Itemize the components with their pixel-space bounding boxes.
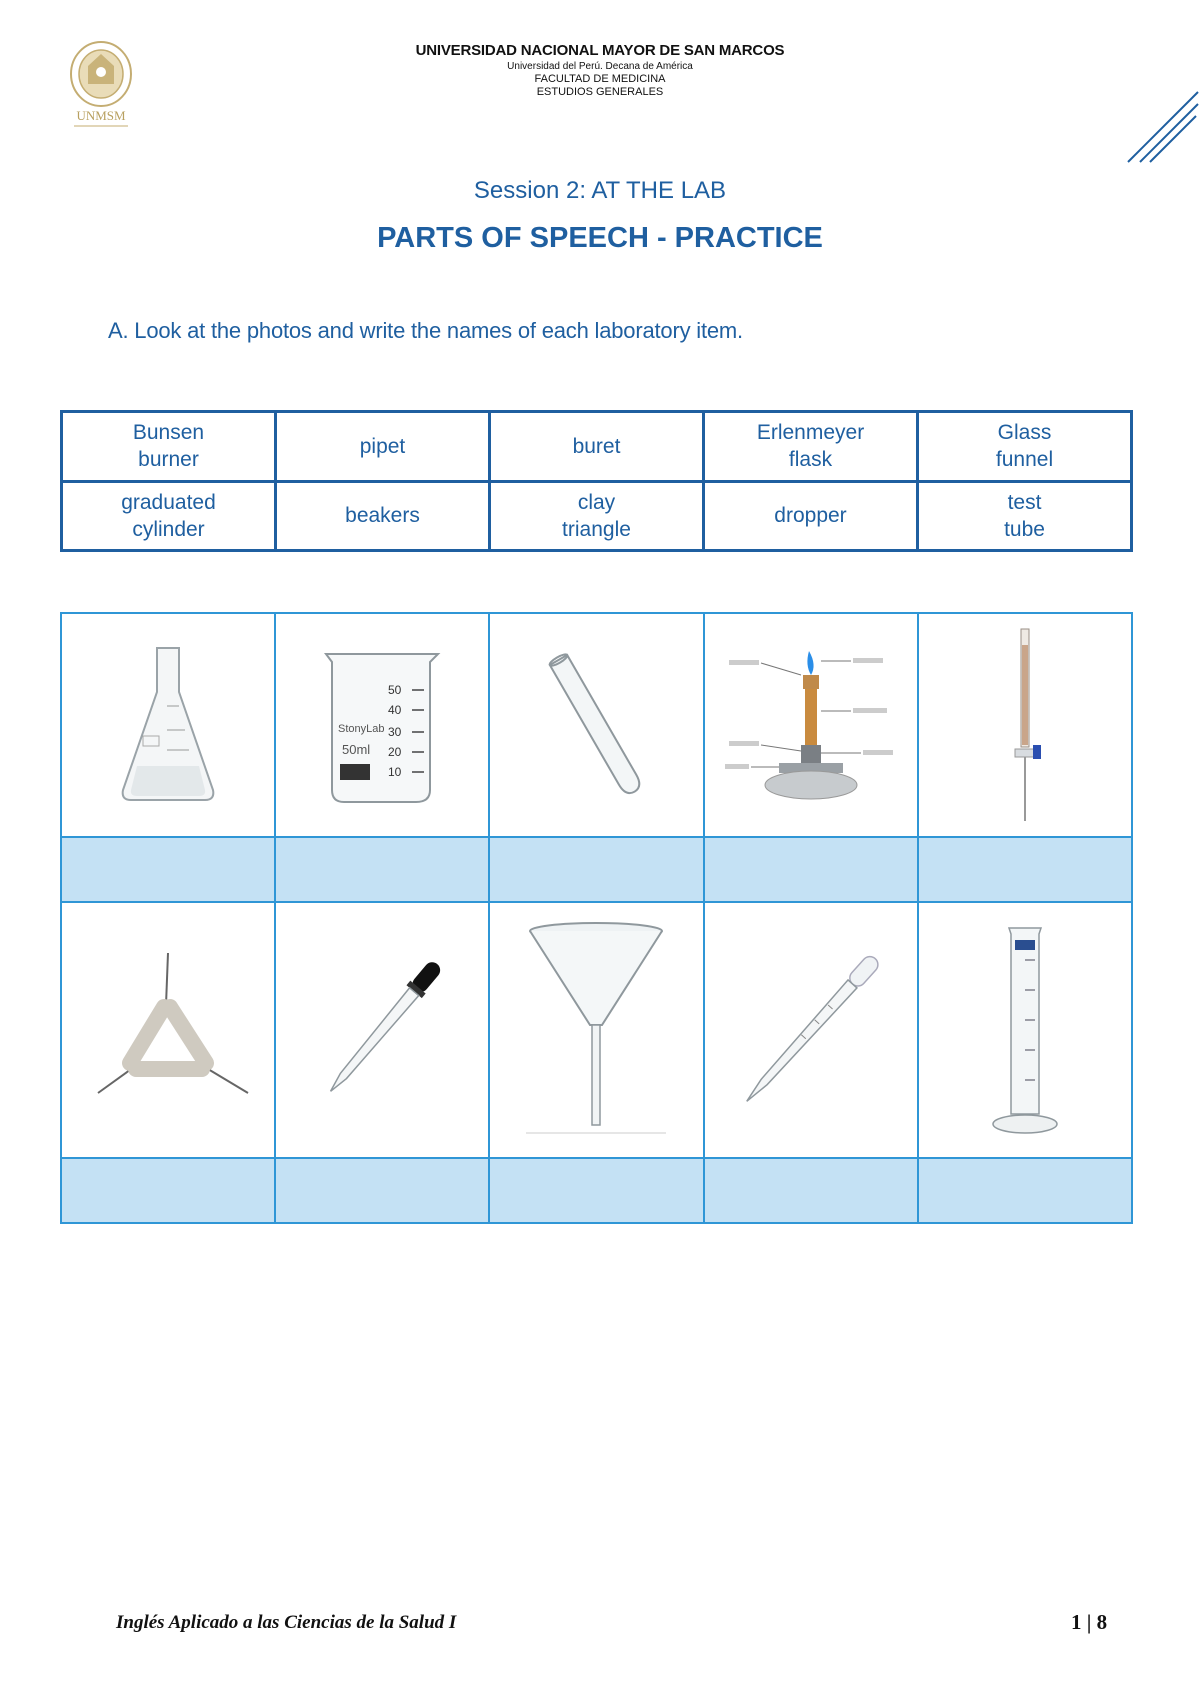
institution-header [0,42,1200,98]
photo-cell [275,902,489,1158]
answer-row [61,837,1132,902]
footer-page-number: 1 | 8 [1071,1610,1108,1634]
clay-triangle-icon [78,945,258,1115]
answer-cell[interactable] [61,837,275,902]
beaker-scale-label: 20 [388,745,402,759]
word-cell: buret [490,412,704,482]
answer-cell[interactable] [704,1158,918,1223]
photo-cell [704,613,918,837]
photo-cell [61,902,275,1158]
beaker-volume-label: 50ml [342,742,371,757]
university-subtitle: Universidad del Perú. Decana de América [507,61,693,72]
footer-course-name: Inglés Aplicado a las Ciencias de la Salud I [116,1612,457,1633]
answer-cell[interactable] [61,1158,275,1223]
beaker-icon [312,640,452,810]
answer-row [61,1158,1132,1223]
word-cell: Bunsen burner [62,412,276,482]
word-bank-row [62,412,1132,482]
word-cell: graduated cylinder [62,481,276,551]
answer-cell[interactable] [275,1158,489,1223]
corner-decoration [1120,82,1200,172]
word-cell: pipet [276,412,490,482]
faculty-name: FACULTAD DE MEDICINA [534,73,666,85]
photo-cell [61,613,275,837]
bunsen-burner-icon [721,635,901,815]
studies-name: ESTUDIOS GENERALES [536,86,664,98]
word-cell: dropper [704,481,918,551]
beaker-scale-label: 50 [388,683,402,697]
instruction-text: A. Look at the photos and write the names of each laboratory item. [108,318,743,343]
session-title: Session 2: AT THE LAB [473,177,727,204]
photo-row [61,613,1132,837]
beaker-brand-label: StonyLab [338,723,385,735]
answer-cell[interactable] [918,1158,1132,1223]
word-cell: clay triangle [490,481,704,551]
practice-title: PARTS OF SPEECH - PRACTICE [377,222,823,254]
pipet-icon [721,930,901,1130]
photo-row [61,902,1132,1158]
photo-cell [918,613,1132,837]
word-bank-table [60,410,1133,552]
buret-icon [995,625,1055,825]
photo-cell [704,902,918,1158]
svg-text:UNMSM: UNMSM [76,108,126,123]
university-name: UNIVERSIDAD NACIONAL MAYOR DE SAN MARCOS [415,42,785,59]
photo-cell [489,613,703,837]
word-cell: Glass funnel [918,412,1132,482]
word-cell: test tube [918,481,1132,551]
test-tube-icon [536,640,656,810]
photo-cell [918,902,1132,1158]
answer-cell[interactable] [489,1158,703,1223]
beaker-scale-label: 40 [388,703,402,717]
glass-funnel-icon [506,915,686,1145]
word-bank-row [62,481,1132,551]
word-cell: Erlenmeyer flask [704,412,918,482]
answer-cell[interactable] [489,837,703,902]
answer-cell[interactable] [704,837,918,902]
beaker-scale-label: 10 [388,765,402,779]
photo-table [60,612,1133,1224]
graduated-cylinder-icon [985,920,1065,1140]
beaker-scale-label: 30 [388,725,402,739]
photo-cell [489,902,703,1158]
dropper-icon [292,940,472,1120]
erlenmeyer-flask-icon [113,640,223,810]
photo-cell [275,613,489,837]
answer-cell[interactable] [918,837,1132,902]
answer-cell[interactable] [275,837,489,902]
word-cell: beakers [276,481,490,551]
